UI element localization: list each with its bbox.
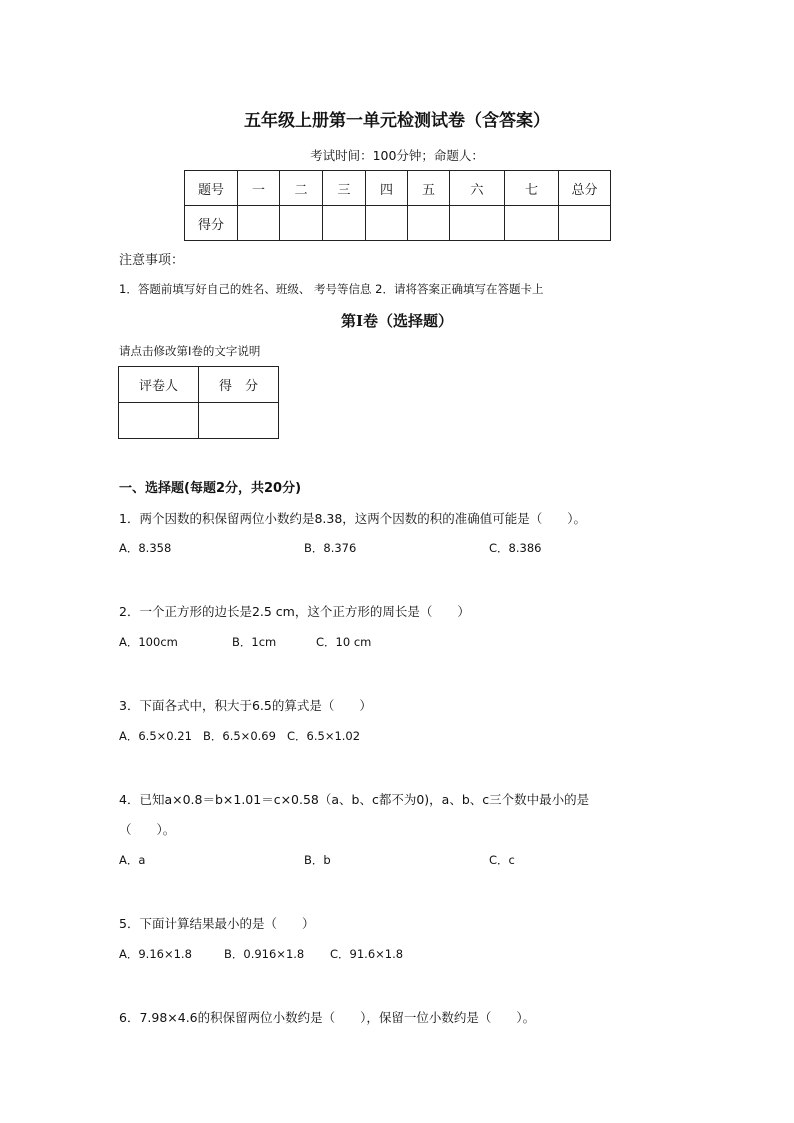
notes-line: 1．答题前填写好自己的姓名、班级、 考号等信息 2．请将答案正确填写在答题卡上 [119,282,544,296]
score-header-cell: 二 [280,171,323,206]
score-header-cell: 题号 [185,171,238,206]
q4-option-b: B．b [304,853,331,867]
question-6: 6．7.98×4.6的积保留两位小数约是（ ），保留一位小数约是（ ）。 [119,1010,536,1025]
score-header-cell: 一 [238,171,280,206]
score-header-cell: 五 [408,171,450,206]
q2-option-c: C．10 cm [316,635,372,649]
q1-option-a: A．8.358 [119,541,172,555]
q3-option-c: C．6.5×1.02 [287,729,361,743]
grader-cell[interactable] [199,403,279,439]
score-cell[interactable] [450,206,505,241]
question-1: 1．两个因数的积保留两位小数约是8.38，这两个因数的积的准确值可能是（ ）。 [119,511,587,526]
question-3: 3．下面各式中，积大于6.5的算式是（ ） [119,698,372,713]
q1-option-b: B．8.376 [304,541,357,555]
score-cell[interactable] [505,206,559,241]
grader-cell[interactable] [119,403,199,439]
question-4-continued: （ ）。 [119,822,176,837]
score-header-cell: 七 [505,171,559,206]
score-table-header-row [185,171,611,206]
q5-option-c: C．91.6×1.8 [330,947,404,961]
score-header-cell: 总分 [559,171,611,206]
q5-option-a: A．9.16×1.8 [119,947,192,961]
question-2: 2．一个正方形的边长是2.5 cm，这个正方形的周长是（ ） [119,604,470,619]
score-table-score-row [185,206,611,241]
q1-option-c: C．8.386 [489,541,542,555]
q2-option-a: A．100cm [119,635,178,649]
exam-info: 考试时间：100分钟；命题人： [310,148,484,163]
section-title: 一、选择题(每题2分，共20分) [119,481,302,496]
question-4: 4．已知a×0.8＝b×1.01＝c×0.58（a、b、c都不为0)，a、b、c三个数中最小的是 [119,792,590,807]
volume-title: 第I卷（选择题） [340,312,454,330]
score-row-label: 得分 [185,206,238,241]
q4-option-a: A．a [119,853,146,867]
score-header-cell: 四 [366,171,408,206]
grader-label: 评卷人 [119,367,199,403]
score-cell[interactable] [323,206,366,241]
grader-score-label: 得 分 [199,367,279,403]
score-cell[interactable] [559,206,611,241]
q2-option-b: B．1cm [232,635,277,649]
score-cell[interactable] [408,206,450,241]
q5-option-b: B．0.916×1.8 [224,947,305,961]
q3-option-a: A．6.5×0.21 [119,729,192,743]
question-5: 5．下面计算结果最小的是（ ） [119,916,315,931]
grader-blank-row [119,403,279,439]
score-cell[interactable] [366,206,408,241]
notes-heading: 注意事项： [119,253,185,268]
page-title: 五年级上册第一单元检测试卷（含答案） [244,111,550,131]
q4-option-c: C．c [489,853,515,867]
q3-option-b: B．6.5×0.69 [203,729,276,743]
score-cell[interactable] [280,206,323,241]
volume-description: 请点击修改第I卷的文字说明 [119,344,261,358]
score-table [184,170,611,241]
grader-table [118,366,279,439]
score-header-cell: 六 [450,171,505,206]
score-cell[interactable] [238,206,280,241]
grader-header-row [119,367,279,403]
score-header-cell: 三 [323,171,366,206]
